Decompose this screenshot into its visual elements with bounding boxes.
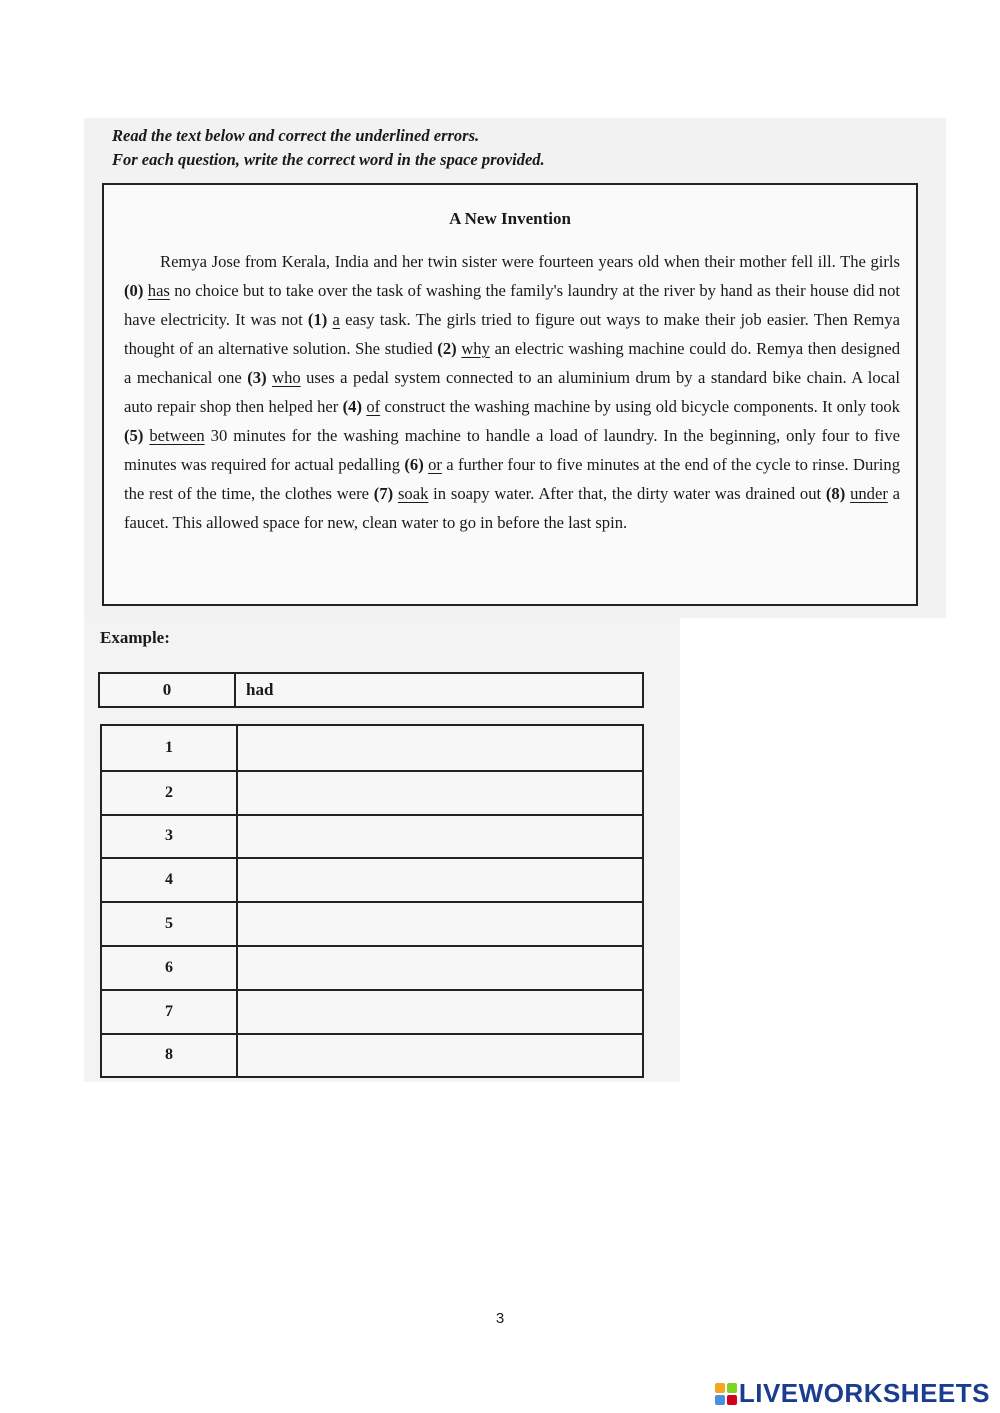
passage-segment: easy task. The girls tried to figure out ways to make their job easier. Then Remya thought of an alternative solution. She studied bbox=[124, 310, 900, 358]
underlined-word-7: soak bbox=[397, 484, 429, 503]
example-number: 0 bbox=[100, 674, 236, 706]
answer-row bbox=[102, 989, 642, 1033]
passage-segment: a faucet. This allowed space for new, clean water to go in before the last spin. bbox=[124, 484, 901, 532]
passage-segment: a further four to five minutes at the end of the cycle to rinse. During the rest of the time, the clothes were bbox=[124, 455, 900, 503]
answer-field-1[interactable] bbox=[238, 726, 642, 770]
gap-label-0: (0) bbox=[124, 281, 144, 300]
answer-field-3[interactable] bbox=[238, 816, 642, 858]
instruction-line-1: Read the text below and correct the underlined errors. bbox=[112, 126, 480, 145]
example-answer: had bbox=[246, 680, 274, 699]
example-table bbox=[98, 672, 644, 708]
gap-label-4: (4) bbox=[342, 397, 362, 416]
example-label: Example: bbox=[100, 628, 170, 647]
answer-field-8[interactable] bbox=[238, 1035, 642, 1077]
underlined-word-6: or bbox=[428, 455, 442, 474]
answer-number: 7 bbox=[102, 991, 238, 1033]
instructions bbox=[112, 124, 812, 172]
answer-table bbox=[100, 724, 644, 1078]
passage-segment: uses a pedal system connected to an aluminium drum by a standard bike chain. A local auto repair shop then helped her bbox=[124, 368, 900, 416]
answer-row bbox=[102, 857, 642, 901]
passage-segment: no choice but to take over the task of washing the family's laundry at the river by hand as their house did not have electricity. It was not bbox=[124, 281, 900, 329]
instruction-line-2: For each question, write the correct word in the space provided. bbox=[112, 150, 545, 169]
answer-row bbox=[102, 770, 642, 814]
underlined-word-3: who bbox=[272, 368, 301, 387]
answer-row bbox=[102, 901, 642, 945]
answer-number: 2 bbox=[102, 772, 238, 814]
gap-label-1: (1) bbox=[307, 310, 328, 329]
passage-box bbox=[102, 183, 918, 606]
logo-square bbox=[727, 1395, 737, 1405]
passage-segment: construct the washing machine by using old bicycle components. It only took bbox=[380, 397, 900, 416]
gap-label-2: (2) bbox=[437, 339, 457, 358]
liveworksheets-icon bbox=[715, 1383, 737, 1405]
answer-number: 5 bbox=[102, 903, 238, 945]
answer-number: 8 bbox=[102, 1035, 238, 1077]
answer-number: 1 bbox=[102, 726, 238, 770]
answer-number: 3 bbox=[102, 816, 238, 858]
answer-number: 4 bbox=[102, 859, 238, 901]
passage-title: A New Invention bbox=[449, 209, 571, 228]
passage-segment: 30 minutes for the washing machine to handle a load of laundry. In the beginning, only four to five minutes was required for actual pedalling bbox=[124, 426, 900, 474]
logo-square bbox=[715, 1383, 725, 1393]
answer-number: 6 bbox=[102, 947, 238, 989]
answer-field-4[interactable] bbox=[238, 859, 642, 901]
logo-square bbox=[715, 1395, 725, 1405]
answer-field-6[interactable] bbox=[238, 947, 642, 989]
gap-label-7: (7) bbox=[373, 484, 394, 503]
underlined-word-1: a bbox=[332, 310, 340, 329]
liveworksheets-logo bbox=[715, 1378, 990, 1409]
answer-field-7[interactable] bbox=[238, 991, 642, 1033]
gap-label-6: (6) bbox=[404, 455, 424, 474]
logo-square bbox=[727, 1383, 737, 1393]
answer-row bbox=[102, 945, 642, 989]
underlined-word-0: has bbox=[147, 281, 170, 300]
answer-row bbox=[102, 814, 642, 858]
brand-name: LIVEWORKSHEETS bbox=[738, 1378, 990, 1408]
answer-field-2[interactable] bbox=[238, 772, 642, 814]
passage-segment: in soapy water. After that, the dirty water was drained out bbox=[428, 484, 826, 503]
underlined-word-8: under bbox=[850, 484, 888, 503]
gap-label-5: (5) bbox=[124, 426, 144, 445]
gap-label-3: (3) bbox=[247, 368, 267, 387]
answer-row bbox=[102, 726, 642, 770]
gap-label-8: (8) bbox=[825, 484, 846, 503]
answer-field-5[interactable] bbox=[238, 903, 642, 945]
answer-row bbox=[102, 1033, 642, 1077]
passage-segment: an electric washing machine could do. Remya then designed a mechanical one bbox=[124, 339, 901, 387]
underlined-word-5: between bbox=[149, 426, 205, 445]
passage-segment: Remya Jose from Kerala, India and her twin sister were fourteen years old when their mother fell ill. The girls bbox=[160, 252, 900, 271]
underlined-word-4: of bbox=[366, 397, 381, 416]
page-number: 3 bbox=[495, 1310, 505, 1327]
underlined-word-2: why bbox=[461, 339, 490, 358]
passage-text bbox=[124, 247, 900, 537]
